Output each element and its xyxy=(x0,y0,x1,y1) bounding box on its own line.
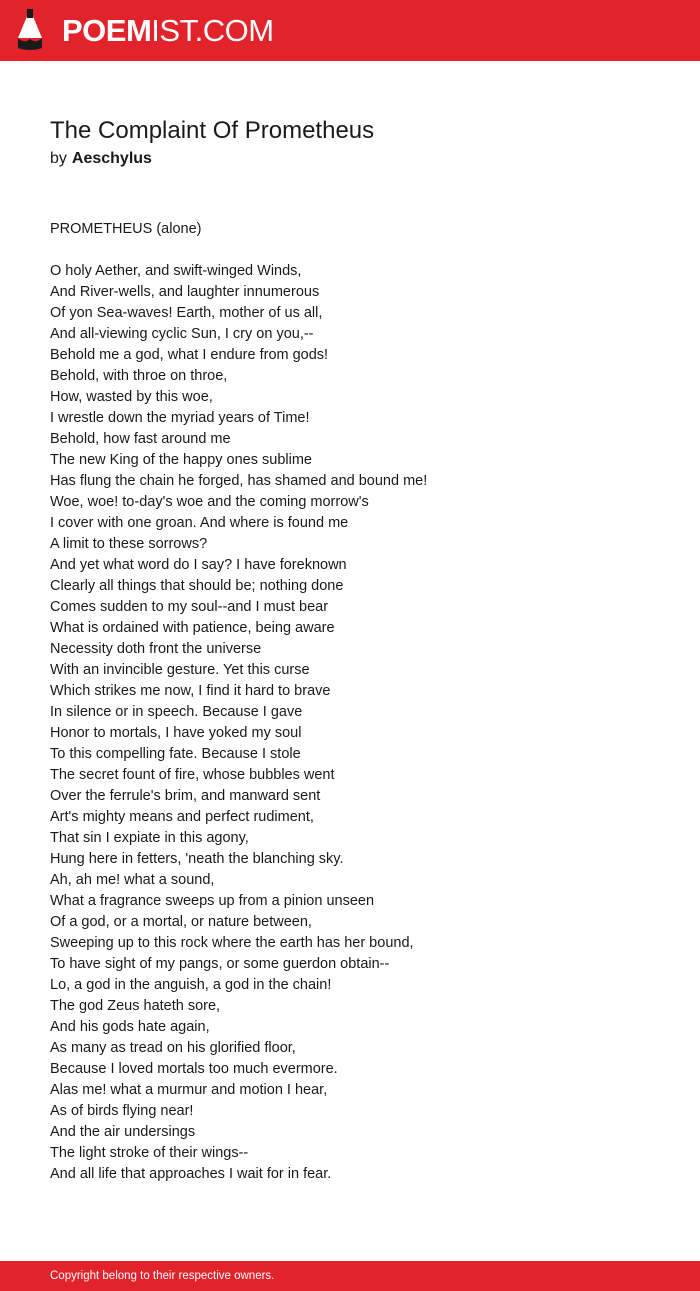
poem-line: Behold me a god, what I endure from gods! xyxy=(50,347,329,363)
poem-line: Alas me! what a murmur and motion I hear, xyxy=(50,1082,328,1098)
poem-line: How, wasted by this woe, xyxy=(50,389,213,405)
by-label: by xyxy=(50,150,67,167)
poem-line: Ah, ah me! what a sound, xyxy=(50,872,215,888)
poem-line: Over the ferrule's brim, and manward sent xyxy=(50,788,321,804)
poem-line: As many as tread on his glorified floor, xyxy=(50,1040,296,1056)
poem-line: Woe, woe! to-day's woe and the coming morrow's xyxy=(50,494,369,510)
poem-title: The Complaint Of Prometheus xyxy=(50,117,375,144)
site-logo-text xyxy=(62,13,274,49)
poem-line: What is ordained with patience, being aware xyxy=(50,620,335,636)
poem-line: And River-wells, and laughter innumerous xyxy=(50,284,320,300)
poem-line: In silence or in speech. Because I gave xyxy=(50,704,303,720)
poem-line: And all life that approaches I wait for in fear. xyxy=(50,1166,332,1182)
byline xyxy=(50,148,152,170)
poem-body xyxy=(50,261,427,1185)
poem-line: With an invincible gesture. Yet this curse xyxy=(50,662,310,678)
poem-line: Comes sudden to my soul--and I must bear xyxy=(50,599,329,615)
poem-line: Honor to mortals, I have yoked my soul xyxy=(50,725,302,741)
copyright-text: Copyright belong to their respective owners. xyxy=(50,1270,275,1282)
poem-line: I cover with one groan. And where is found me xyxy=(50,515,349,531)
poem-line: And his gods hate again, xyxy=(50,1019,210,1035)
poem-line: Art's mighty means and perfect rudiment, xyxy=(50,809,314,825)
logo-text-light: IST.COM xyxy=(151,13,274,48)
site-footer xyxy=(0,1261,700,1291)
poem-line: Behold, how fast around me xyxy=(50,431,231,447)
poem-line: Necessity doth front the universe xyxy=(50,641,262,657)
speaker-heading: PROMETHEUS (alone) xyxy=(50,221,202,237)
logo-text-bold: POEM xyxy=(62,13,152,48)
poem-line: Which strikes me now, I find it hard to brave xyxy=(50,683,331,699)
poem-line: And the air undersings xyxy=(50,1124,196,1140)
poem-line: Of yon Sea-waves! Earth, mother of us all, xyxy=(50,305,323,321)
poem-line: I wrestle down the myriad years of Time! xyxy=(50,410,310,426)
poem-line: The new King of the happy ones sublime xyxy=(50,452,312,468)
poem-line: Hung here in fetters, 'neath the blanching sky. xyxy=(50,851,344,867)
poem-line: As of birds flying near! xyxy=(50,1103,194,1119)
poem-line: O holy Aether, and swift-winged Winds, xyxy=(50,263,302,279)
author-name[interactable]: Aeschylus xyxy=(71,150,152,167)
poem-line: And yet what word do I say? I have foreknown xyxy=(50,557,347,573)
site-header xyxy=(0,0,700,61)
poem-line: That sin I expiate in this agony, xyxy=(50,830,249,846)
poem-line: Has flung the chain he forged, has shamed and bound me! xyxy=(50,473,428,489)
poem-line: To this compelling fate. Because I stole xyxy=(50,746,301,762)
poem-line: The light stroke of their wings-- xyxy=(50,1145,249,1161)
pencil-tip-icon xyxy=(16,8,44,52)
poem-line: Lo, a god in the anguish, a god in the chain! xyxy=(50,977,332,993)
poem-line: Behold, with throe on throe, xyxy=(50,368,228,384)
poem-line: To have sight of my pangs, or some guerdon obtain-- xyxy=(50,956,390,972)
poem-line: Clearly all things that should be; nothing done xyxy=(50,578,344,594)
poem-line: The secret fount of fire, whose bubbles went xyxy=(50,767,335,783)
poem-line: Sweeping up to this rock where the earth has her bound, xyxy=(50,935,414,951)
poem-line: And all-viewing cyclic Sun, I cry on you,-- xyxy=(50,326,314,342)
poem-line: Of a god, or a mortal, or nature between, xyxy=(50,914,312,930)
poem-line: Because I loved mortals too much evermore. xyxy=(50,1061,338,1077)
poem-line: The god Zeus hateth sore, xyxy=(50,998,221,1014)
poem-line: What a fragrance sweeps up from a pinion unseen xyxy=(50,893,375,909)
poem-line: A limit to these sorrows? xyxy=(50,536,208,552)
